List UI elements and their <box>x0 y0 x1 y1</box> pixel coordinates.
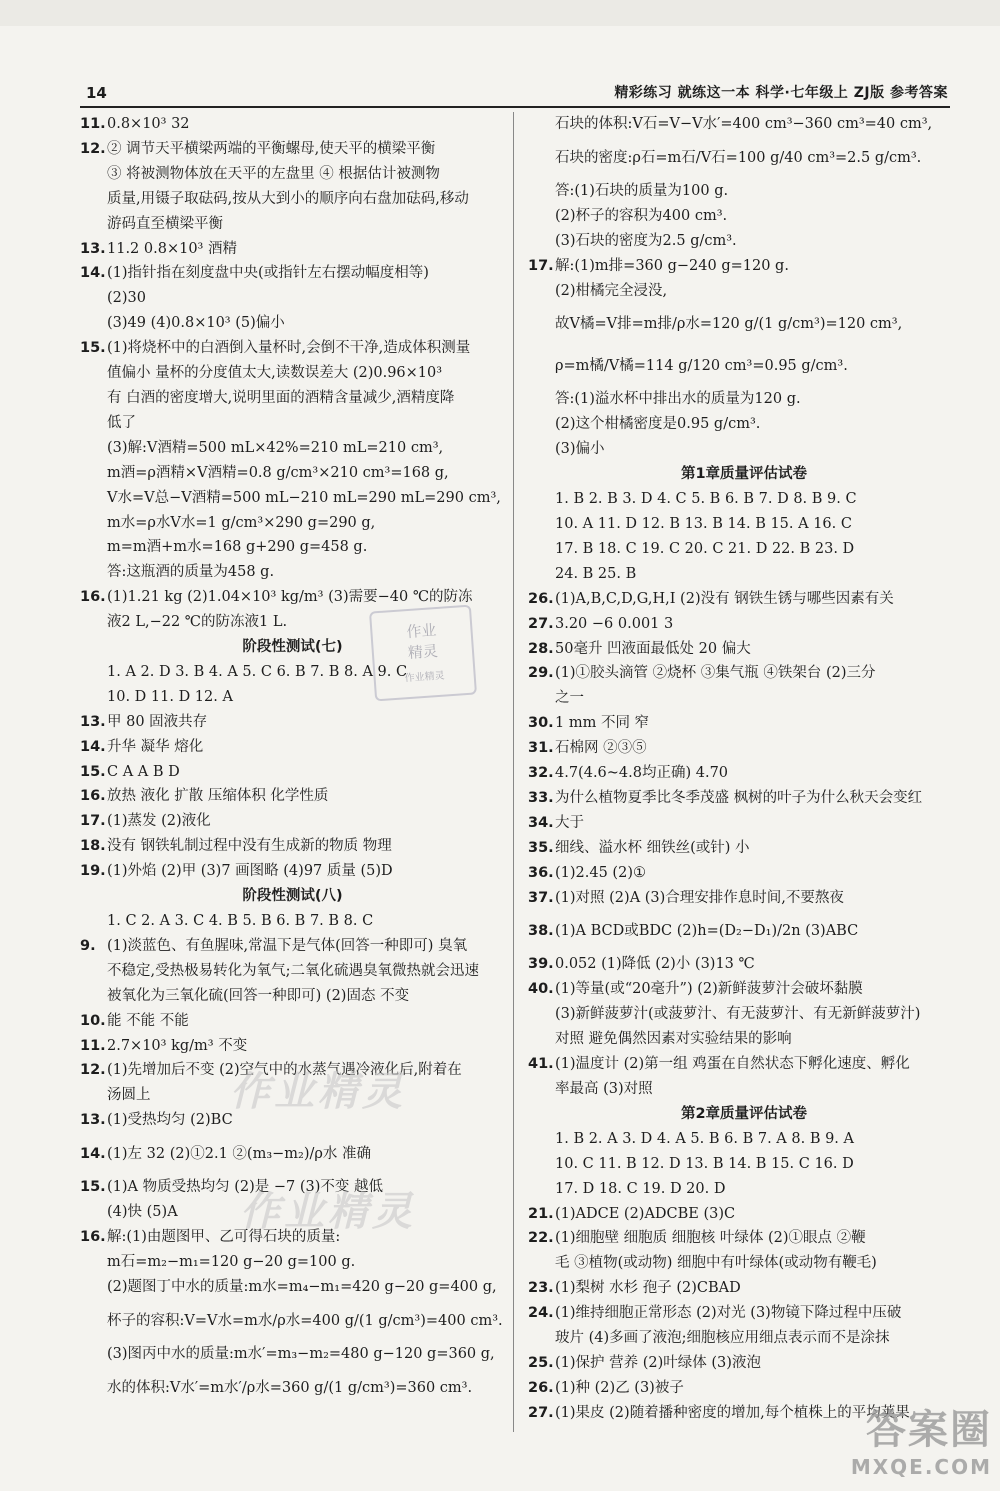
answer-line <box>80 560 505 585</box>
answer-text: 玻片 (4)多画了液泡;细胞核应用细点表示而不是涂抹 <box>555 1330 890 1347</box>
question-number: 27. <box>528 1404 554 1421</box>
answer-line <box>80 336 505 361</box>
answer-line <box>80 1367 505 1409</box>
answer-line <box>528 537 960 562</box>
answer-text: 之一 <box>555 690 584 707</box>
answer-text: 液2 L,−22 ℃的防冻液1 L. <box>107 614 288 631</box>
answer-text: 17. B 18. C 19. C 20. C 21. D 22. B 23. D <box>555 540 855 557</box>
answer-line <box>80 1034 505 1059</box>
question-number: 22. <box>528 1230 554 1247</box>
answer-text: (4)快 (5)A <box>107 1204 178 1221</box>
corner-logo <box>851 1398 992 1479</box>
answer-line <box>528 254 960 279</box>
answer-text: 石块的密度:ρ石=m石/V石=100 g/40 cm³=2.5 g/cm³. <box>555 149 922 166</box>
question-number: 21. <box>528 1205 554 1222</box>
answer-text: 1 mm 不同 窄 <box>555 715 650 732</box>
answer-text: (1)A BCD或BDC (2)h=(D₂−D₁)/2n (3)ABC <box>555 923 859 940</box>
answer-line <box>80 461 505 486</box>
answer-line <box>528 179 960 204</box>
answer-text: 细线、溢水杯 细铁丝(或针) 小 <box>555 839 750 856</box>
answer-text: (1)果皮 (2)随着播种密度的增加,每个植株上的平均荚果 <box>555 1404 910 1421</box>
answer-text: (1)A 物质受热均匀 (2)是 −7 (3)不变 越低 <box>107 1179 384 1196</box>
answer-line <box>528 112 960 137</box>
answer-text: 质量,用镊子取砝码,按从大到小的顺序向右盘加砝码,移动 <box>107 190 469 207</box>
question-number: 17. <box>80 813 106 830</box>
question-number: 19. <box>80 863 106 880</box>
answer-text: 答:这瓶酒的质量为458 g. <box>107 564 275 581</box>
answer-line <box>80 959 505 984</box>
answer-line <box>80 386 505 411</box>
answer-line <box>528 1027 960 1052</box>
answer-line <box>528 279 960 304</box>
answer-text: (3)新鲜菠萝汁(或菠萝汁、有无菠萝汁、有无新鲜菠萝汁) <box>555 1006 921 1023</box>
answer-text: 放热 液化 扩散 压缩体积 化学性质 <box>107 788 329 805</box>
stamp-line-2: 精灵 <box>407 641 439 663</box>
question-number: 13. <box>80 240 106 257</box>
answer-line <box>528 412 960 437</box>
answer-line <box>528 612 960 637</box>
question-number: 34. <box>528 814 554 831</box>
answer-line <box>528 587 960 612</box>
answer-line <box>528 1152 960 1177</box>
answer-line <box>528 910 960 952</box>
question-number: 11. <box>80 116 106 132</box>
answer-line <box>528 1127 960 1152</box>
question-number: 25. <box>528 1354 554 1371</box>
answer-text: 24. B 25. B <box>555 565 637 582</box>
answer-text: 大于 <box>555 814 584 831</box>
answer-text: (1)温度计 (2)第一组 鸡蛋在自然状态下孵化速度、孵化 <box>555 1056 910 1073</box>
answer-text: (3)偏小 <box>555 441 605 458</box>
answer-line <box>80 784 505 809</box>
answer-line <box>528 1226 960 1251</box>
answer-line <box>528 487 960 512</box>
question-number: 26. <box>528 590 554 607</box>
question-number: 14. <box>80 1146 106 1163</box>
answer-line <box>528 977 960 1002</box>
stamp-logo <box>369 605 477 702</box>
question-number: 10. <box>80 1012 106 1029</box>
question-number: 9. <box>80 937 96 954</box>
answer-line <box>528 1276 960 1301</box>
answer-text: 汤圆上 <box>107 1087 151 1104</box>
answer-text: (2)杯子的容积为400 cm³. <box>555 207 728 224</box>
question-number: 39. <box>528 956 554 973</box>
answer-line <box>80 1300 505 1342</box>
watermark: 作业精灵 <box>230 1069 406 1115</box>
answer-text: (3)解:V酒精=500 mL×42%=210 mL=210 cm³, <box>107 439 444 456</box>
answer-text: (1)①胶头滴管 ②烧杯 ③集气瓶 ④铁架台 (2)三分 <box>555 665 876 682</box>
question-number: 15. <box>80 763 106 780</box>
answer-text: (3)49 (4)0.8×10³ (5)偏小 <box>107 315 285 332</box>
answer-text: (2)题图丁中水的质量:m水=m₄−m₁=420 g−20 g=400 g, <box>107 1278 497 1295</box>
question-number: 24. <box>528 1305 554 1322</box>
answer-line <box>80 162 505 187</box>
answer-line <box>80 436 505 461</box>
question-number: 23. <box>528 1280 554 1297</box>
answer-text: 1. B 2. A 3. D 4. A 5. B 6. B 7. A 8. B 9. A <box>555 1130 854 1147</box>
answer-line <box>528 836 960 861</box>
answer-text: 1. B 2. B 3. D 4. C 5. B 6. B 7. D 8. B 9. C <box>555 491 857 508</box>
answer-text: (1)左 32 (2)①2.1 ②(m₃−m₂)/ρ水 准确 <box>107 1146 372 1163</box>
answer-text: (3)图丙中水的质量:m水′=m₃−m₂=480 g−120 g=360 g, <box>107 1345 495 1362</box>
answer-text: (1)受热均匀 (2)BC <box>107 1112 233 1129</box>
answer-line <box>80 411 505 436</box>
answer-line <box>528 137 960 179</box>
answer-line <box>80 909 505 934</box>
answer-line <box>80 311 505 336</box>
question-number: 31. <box>528 740 554 757</box>
question-number: 16. <box>80 1228 106 1245</box>
answer-line <box>80 934 505 959</box>
answer-text: 解:(1)由题图甲、乙可得石块的质量: <box>107 1228 341 1245</box>
answer-line <box>80 735 505 760</box>
answer-text: 升华 凝华 熔化 <box>107 738 204 755</box>
question-number: 38. <box>528 923 554 940</box>
answer-text: 3.20 −6 0.001 3 <box>555 615 674 632</box>
answer-text: 2.7×10³ kg/m³ 不变 <box>107 1037 248 1054</box>
answer-text: 游码直至横梁平衡 <box>107 215 223 232</box>
answer-text: (1)对照 (2)A (3)合理安排作息时间,不要熬夜 <box>555 889 844 906</box>
answer-line <box>80 511 505 536</box>
answer-line <box>528 811 960 836</box>
answer-text: 被氧化为三氧化硫(回答一种即可) (2)固态 不变 <box>107 987 410 1004</box>
answer-text: m石=m₂−m₁=120 g−20 g=100 g. <box>107 1253 356 1270</box>
answer-line <box>80 212 505 237</box>
column-divider <box>513 112 514 1432</box>
answer-text: 值偏小 量杯的分度值太大,读数误差大 (2)0.96×10³ <box>107 365 443 382</box>
answer-line <box>528 562 960 587</box>
answer-text: (1)ADCE (2)ADCBE (3)C <box>555 1205 736 1222</box>
answer-line <box>80 834 505 859</box>
question-number: 15. <box>80 1179 106 1196</box>
section-heading: 第2章质量评估试卷 <box>680 1105 808 1122</box>
answer-text: 毛 ③植物(或动物) 细胞中有叶绿体(或动物有鞭毛) <box>555 1255 877 1272</box>
answer-text: (1)将烧杯中的白酒倒入量杯时,会倒不干净,造成体积测量 <box>107 340 471 357</box>
answer-text: 对照 避免偶然因素对实验结果的影响 <box>555 1031 792 1048</box>
section-heading: 阶段性测试(八) <box>242 888 343 905</box>
answer-line <box>528 387 960 412</box>
answer-text: (1)等量(或“20毫升”) (2)新鲜菠萝汁会破坏黏膜 <box>555 981 863 998</box>
answer-text: (3)石块的密度为2.5 g/cm³. <box>555 232 737 249</box>
answer-line <box>528 786 960 811</box>
question-number: 12. <box>80 1062 106 1079</box>
answer-line <box>528 886 960 911</box>
question-number: 35. <box>528 839 554 856</box>
answer-line <box>528 1351 960 1376</box>
answer-line <box>528 661 960 686</box>
answer-line <box>528 761 960 786</box>
answer-line <box>528 952 960 977</box>
answer-line <box>528 1002 960 1027</box>
answer-text: (1)细胞壁 细胞质 细胞核 叶绿体 (2)①眼点 ②鞭 <box>555 1230 866 1247</box>
answer-line <box>80 361 505 386</box>
question-number: 15. <box>80 340 106 357</box>
answer-line <box>80 1133 505 1175</box>
answer-line <box>80 112 505 137</box>
answer-text: 不稳定,受热极易转化为氧气;二氧化硫遇臭氧微热就会迅速 <box>107 962 479 979</box>
answer-text: 解:(1)m排=360 g−240 g=120 g. <box>555 257 789 274</box>
answer-line <box>528 512 960 537</box>
answer-text: (2)这个柑橘密度是0.95 g/cm³. <box>555 416 761 433</box>
answer-text: (1)2.45 (2)① <box>555 864 646 881</box>
answer-line <box>528 861 960 886</box>
question-number: 28. <box>528 640 554 657</box>
answer-text: ρ=m橘/V橘=114 g/120 cm³=0.95 g/cm³. <box>555 358 848 375</box>
answer-text: 石块的体积:V石=V−V水′=400 cm³−360 cm³=40 cm³, <box>555 116 933 132</box>
answer-text: (1)A,B,C,D,G,H,I (2)没有 钢铁生锈与哪些因素有关 <box>555 590 894 607</box>
answer-line <box>528 1202 960 1227</box>
answer-text: 没有 钢铁轧制过程中没有生成新的物质 物理 <box>107 838 392 855</box>
answer-line <box>80 809 505 834</box>
question-number: 16. <box>80 589 106 606</box>
answer-line <box>80 1342 505 1367</box>
answer-text: 率最高 (3)对照 <box>555 1081 653 1097</box>
answer-text: (2)柑橘完全浸没, <box>555 282 668 299</box>
answer-text: 水的体积:V水′=m水′/ρ水=360 g/(1 g/cm³)=360 cm³. <box>107 1379 473 1396</box>
answer-text: 故V橘=V排=m排/ρ水=120 g/(1 g/cm³)=120 cm³, <box>555 316 903 333</box>
answer-text: 1. C 2. A 3. C 4. B 5. B 6. B 7. B 8. C <box>107 913 374 929</box>
answer-text: 答:(1)溢水杯中排出水的质量为120 g. <box>555 391 801 408</box>
answer-line <box>528 303 960 345</box>
question-number: 13. <box>80 1112 106 1129</box>
answer-text: 答:(1)石块的质量为100 g. <box>555 182 729 199</box>
answer-line <box>80 1250 505 1275</box>
question-number: 40. <box>528 981 554 998</box>
answer-text: (1)指针指在刻度盘中央(或指针左右摆动幅度相等) <box>107 265 429 282</box>
answer-text: (1)蒸发 (2)液化 <box>107 813 211 830</box>
answer-text: 低了 <box>107 414 136 431</box>
answer-line <box>528 1077 960 1102</box>
answer-line <box>528 1326 960 1351</box>
answer-text: 有 白酒的密度增大,说明里面的酒精含量减少,酒精度降 <box>107 389 455 406</box>
answer-text: m酒=ρ酒精×V酒精=0.8 g/cm³×210 cm³=168 g, <box>107 464 449 481</box>
answer-line <box>80 1275 505 1300</box>
answer-text: 甲 80 固液共存 <box>107 713 208 730</box>
stamp-line-3: 作业精灵 <box>404 670 446 685</box>
answer-line <box>528 1251 960 1276</box>
answer-text: 为什么植物夏季比冬季茂盛 枫树的叶子为什么秋天会变红 <box>555 789 923 806</box>
answer-text: (1)外焰 (2)甲 (3)7 画图略 (4)97 质量 (5)D <box>107 863 393 880</box>
answer-text: 17. D 18. C 19. D 20. D <box>555 1180 726 1197</box>
question-number: 14. <box>80 738 106 755</box>
section-heading: 第1章质量评估试卷 <box>680 466 808 483</box>
answer-line <box>80 237 505 262</box>
answer-text: (1)梨树 水杉 孢子 (2)CBAD <box>555 1280 741 1297</box>
scan-top-edge <box>0 0 1000 26</box>
answer-line <box>80 710 505 735</box>
answer-text: 10. A 11. D 12. B 13. B 14. B 15. A 16. C <box>555 515 852 532</box>
answer-line <box>80 137 505 162</box>
answer-text: 11.2 0.8×10³ 酒精 <box>107 240 237 257</box>
answer-text: 50毫升 凹液面最低处 20 偏大 <box>555 640 751 657</box>
answer-text: 1. A 2. D 3. B 4. A 5. C 6. B 7. B 8. A 9. C <box>107 663 408 680</box>
answer-text: (1)维持细胞正常形态 (2)对光 (3)物镜下降过程中压破 <box>555 1305 902 1322</box>
answer-text: 能 不能 不能 <box>107 1012 189 1029</box>
question-number: 30. <box>528 715 554 732</box>
answer-text: 10. D 11. D 12. A <box>107 688 233 705</box>
answer-line <box>80 859 505 884</box>
answer-line <box>528 1301 960 1326</box>
answer-text: m水=ρ水V水=1 g/cm³×290 g=290 g, <box>107 514 376 531</box>
corner-logo-url: MXQE.COM <box>850 1455 992 1479</box>
header-title: 精彩练习 就练这一本 科学·七年级上 ZJ版 参考答案 <box>614 85 948 101</box>
answer-line <box>528 1052 960 1077</box>
question-number: 11. <box>80 1037 106 1054</box>
answer-line <box>528 229 960 254</box>
answer-text: (2)30 <box>107 290 146 307</box>
answer-text: 0.8×10³ 32 <box>107 116 190 132</box>
question-number: 37. <box>528 889 554 906</box>
answer-line <box>528 637 960 662</box>
question-number: 33. <box>528 789 554 806</box>
answer-line <box>528 711 960 736</box>
corner-logo-text: 答案圈 <box>866 1407 992 1453</box>
answer-text: (1)保护 营养 (2)叶绿体 (3)液泡 <box>555 1354 761 1371</box>
answer-text: (1)淡蓝色、有鱼腥味,常温下是气体(回答一种即可) 臭氧 <box>107 937 468 954</box>
question-number: 14. <box>80 265 106 282</box>
question-number: 12. <box>80 140 106 157</box>
answer-text: (1)种 (2)乙 (3)被子 <box>555 1379 684 1396</box>
answer-text: 4.7(4.6~4.8均正确) 4.70 <box>555 765 729 782</box>
answer-text: ② 调节天平横梁两端的平衡螺母,使天平的横梁平衡 <box>107 140 436 157</box>
answer-line <box>528 736 960 761</box>
answer-line <box>528 204 960 229</box>
answer-line <box>80 984 505 1009</box>
answer-text: C A A B D <box>107 763 180 780</box>
answer-line <box>80 760 505 785</box>
answer-text: 杯子的容积:V=V水=m水/ρ水=400 g/(1 g/cm³)=400 cm³. <box>107 1312 503 1329</box>
question-number: 13. <box>80 713 106 730</box>
answer-text: (1)先增加后不变 (2)空气中的水蒸气遇冷液化后,附着在 <box>107 1062 462 1079</box>
answer-line <box>80 1009 505 1034</box>
answer-text: m=m酒+m水=168 g+290 g=458 g. <box>107 539 368 556</box>
page-number: 14 <box>86 84 107 102</box>
question-number: 16. <box>80 788 106 805</box>
answer-line <box>528 437 960 462</box>
answer-text: (1)1.21 kg (2)1.04×10³ kg/m³ (3)需要−40 ℃的防冻 <box>107 589 473 606</box>
section-heading: 阶段性测试(七) <box>242 639 343 656</box>
question-number: 36. <box>528 864 554 881</box>
question-number: 17. <box>528 257 554 274</box>
answer-line <box>528 345 960 387</box>
answer-line <box>528 686 960 711</box>
answer-text: ③ 将被测物体放在天平的左盘里 ④ 根据估计被测物 <box>107 165 440 182</box>
watermark: 作业精灵 <box>240 1189 416 1235</box>
answer-text: 10. C 11. B 12. D 13. B 14. B 15. C 16. D <box>555 1155 854 1172</box>
answer-line <box>80 535 505 560</box>
answer-text: 0.052 (1)降低 (2)小 (3)13 ℃ <box>555 956 755 973</box>
question-number: 26. <box>528 1379 554 1396</box>
answer-line <box>80 286 505 311</box>
answer-line <box>80 486 505 511</box>
question-number: 27. <box>528 615 554 632</box>
answer-text: 石棉网 ②③⑤ <box>555 740 647 757</box>
answer-text: V水=V总−V酒精=500 mL−210 mL=290 mL=290 cm³, <box>107 489 501 506</box>
stamp-line-1: 作业 <box>405 621 438 642</box>
page-header <box>80 76 950 108</box>
answer-line <box>528 1177 960 1202</box>
question-number: 29. <box>528 665 554 682</box>
right-column <box>528 112 960 1426</box>
answer-line <box>80 261 505 286</box>
question-number: 41. <box>528 1056 554 1073</box>
question-number: 18. <box>80 838 106 855</box>
answer-line <box>80 187 505 212</box>
question-number: 32. <box>528 765 554 782</box>
